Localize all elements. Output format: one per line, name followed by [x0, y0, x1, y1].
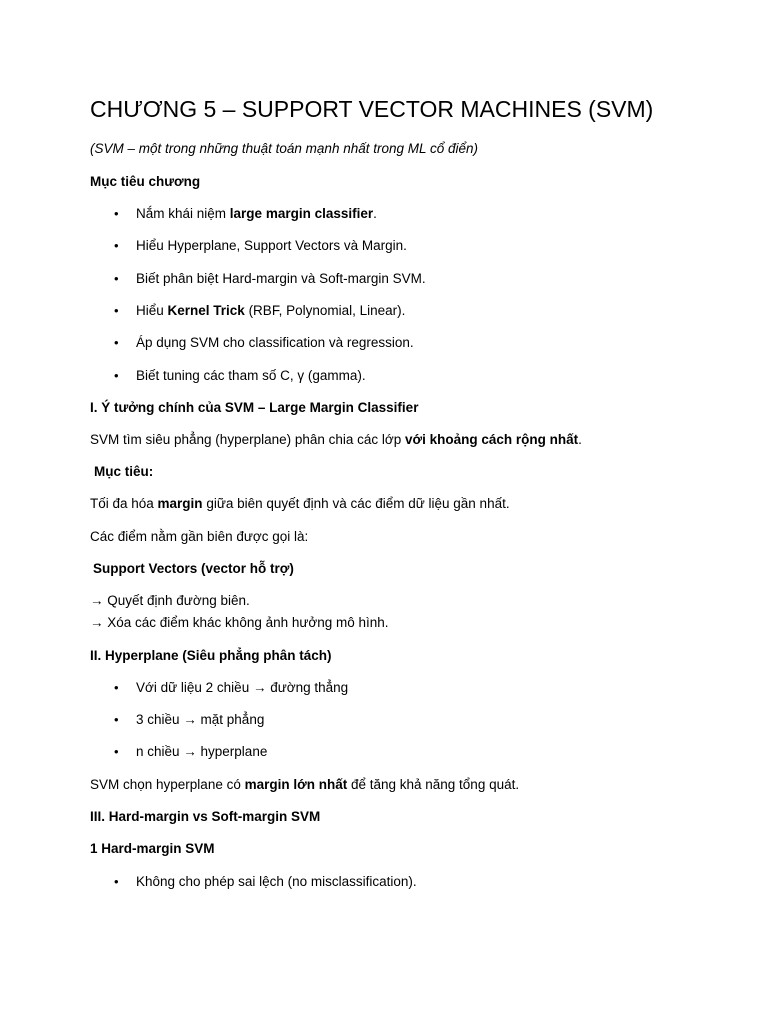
arrow-line: → Xóa các điểm khác không ảnh hưởng mô hình. — [90, 615, 389, 630]
goal-label: Mục tiêu: — [94, 464, 154, 479]
bullet-icon: • — [114, 271, 119, 286]
objective-item: Hiểu Hyperplane, Support Vectors và Margin. — [136, 238, 407, 253]
objective-item: Nắm khái niệm large margin classifier. — [136, 206, 377, 221]
hyperplane-item: 3 chiều → mặt phẳng — [136, 712, 265, 727]
section-2-heading: II. Hyperplane (Siêu phẳng phân tách) — [90, 648, 332, 663]
objective-item: Hiểu Kernel Trick (RBF, Polynomial, Linear). — [136, 303, 406, 318]
objective-item: Biết tuning các tham số C, γ (gamma). — [136, 368, 366, 383]
bullet-icon: • — [114, 712, 119, 727]
section-1-paragraph: SVM tìm siêu phẳng (hyperplane) phân chia các lớp với khoảng cách rộng nhất. — [90, 432, 582, 447]
section-3-heading: III. Hard-margin vs Soft-margin SVM — [90, 809, 321, 824]
section-1-heading: I. Ý tưởng chính của SVM – Large Margin Classifier — [90, 400, 419, 415]
hyperplane-item: Với dữ liệu 2 chiều → đường thẳng — [136, 680, 349, 695]
hyperplane-item: n chiều → hyperplane — [136, 744, 268, 759]
objectives-heading: Mục tiêu chương — [90, 174, 201, 189]
objective-item: Biết phân biệt Hard-margin và Soft-margin SVM. — [136, 271, 426, 286]
bullet-icon: • — [114, 303, 119, 318]
hard-margin-item: Không cho phép sai lệch (no misclassification). — [136, 874, 417, 889]
section-2-paragraph: SVM chọn hyperplane có margin lớn nhất để tăng khả năng tổng quát. — [90, 777, 520, 792]
hard-margin-subheading: 1 Hard-margin SVM — [90, 841, 215, 856]
bullet-icon: • — [114, 368, 119, 383]
bullet-icon: • — [114, 335, 119, 350]
chapter-title: CHƯƠNG 5 – SUPPORT VECTOR MACHINES (SVM) — [90, 96, 654, 122]
bullet-icon: • — [114, 206, 119, 221]
bullet-icon: • — [114, 874, 119, 889]
bullet-icon: • — [114, 680, 119, 695]
arrow-line: → Quyết định đường biên. — [90, 593, 250, 608]
chapter-subtitle: (SVM – một trong những thuật toán mạnh nhất trong ML cổ điển) — [90, 141, 479, 156]
bullet-icon: • — [114, 744, 119, 759]
objective-item: Áp dụng SVM cho classification và regression. — [136, 335, 414, 350]
support-vectors-intro: Các điểm nằm gần biên được gọi là: — [90, 529, 309, 544]
bullet-icon: • — [114, 238, 119, 253]
goal-paragraph: Tối đa hóa margin giữa biên quyết định và các điểm dữ liệu gần nhất. — [90, 496, 510, 511]
support-vectors-label: Support Vectors (vector hỗ trợ) — [93, 561, 294, 576]
